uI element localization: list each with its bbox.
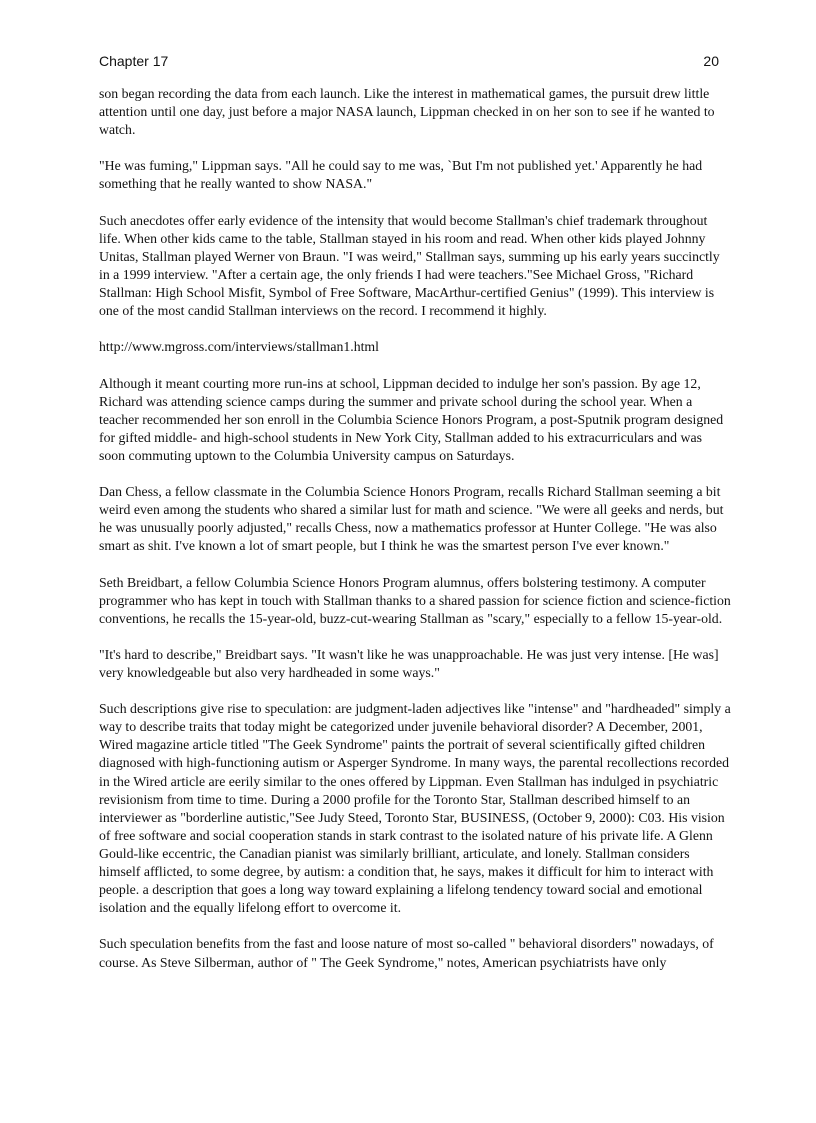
paragraph: "It's hard to describe," Breidbart says. "It wasn't like he was unapproachable. He was just very intense. [He was] very knowledgeable but also very hardheaded in some ways." <box>99 646 719 680</box>
paragraph: Such speculation benefits from the fast and loose nature of most so-called " behavioral disorders" nowadays, of course. As Steve Silberman, author of " The Geek Syndrome," notes, American psychiatrists have only <box>99 936 714 970</box>
body-text <box>99 85 731 990</box>
paragraph: "He was fuming," Lippman says. "All he could say to me was, `But I'm not published yet.' Apparently he had something that he really wanted to show NASA." <box>99 158 703 192</box>
paragraph: Such anecdotes offer early evidence of the intensity that would become Stallman's chief trademark throughout life. When other kids came to the table, Stallman stayed in his room and read. When other kids played Johnny Unitas, Stallman played Werner von Braun. "I was weird," Stallman says, summing up his early years succinctly in a 1999 interview. "After a certain age, the only friends I had were teachers."See Michael Gross, "Richard Stallman: High School Misfit, Symbol of Free Software, MacArthur-certified Genius" (1999). This interview is one of the most candid Stallman interviews on the record. I recommend it highly. <box>99 212 720 319</box>
reference-url: http://www.mgross.com/interviews/stallman1.html <box>99 339 379 355</box>
paragraph: Seth Breidbart, a fellow Columbia Science Honors Program alumnus, offers bolstering testimony. A computer programmer who has kept in touch with Stallman thanks to a shared passion for science fiction and science-fiction conventions, he recalls the 15-year-old, buzz-cut-wearing Stallman as "scary," especially to a fellow 15-year-old. <box>99 574 731 626</box>
page-number: 20 <box>703 53 719 69</box>
page-header <box>99 53 719 71</box>
paragraph: Although it meant courting more run-ins at school, Lippman decided to indulge her son's passion. By age 12, Richard was attending science camps during the summer and private school during the school year. When a teacher recommended her son enroll in the Columbia Science Honors Program, a post-Sputnik program designed for gifted middle- and high-school students in New York City, Stallman added to his extracurriculars and was soon commuting uptown to the Columbia University campus on Saturdays. <box>99 375 724 463</box>
paragraph: son began recording the data from each launch. Like the interest in mathematical games, the pursuit drew little attention until one day, just before a major NASA launch, Lippman checked in on her son to see if he wanted to watch. <box>99 86 715 138</box>
chapter-title: Chapter 17 <box>99 53 169 69</box>
paragraph: Such descriptions give rise to speculation: are judgment-laden adjectives like "intense" and "hardheaded" simply a way to describe traits that today might be categorized under juvenile behavioral disorder? A December, 2001, Wired magazine article titled "The Geek Syndrome" paints the portrait of several scientifically gifted children diagnosed with high-functioning autism or Asperger Syndrome. In many ways, the parental recollections recorded in the Wired article are eerily similar to the ones offered by Lippman. Even Stallman has indulged in psychiatric revisionism from time to time. During a 2000 profile for the Toronto Star, Stallman described himself to an interviewer as "borderline autistic,"See Judy Steed, Toronto Star, BUSINESS, (October 9, 2000): C03. His vision of free software and social cooperation stands in stark contrast to the isolated nature of his private life. A Glenn Gould-like eccentric, the Canadian pianist was similarly brilliant, articulate, and lonely. Stallman considers himself afflicted, to some degree, by autism: a condition that, he says, makes it difficult for him to interact with people. a description that goes a long way toward explaining a lifelong tendency toward social and emotional isolation and the equally lifelong effort to overcome it. <box>99 701 731 916</box>
paragraph: Dan Chess, a fellow classmate in the Columbia Science Honors Program, recalls Richard Stallman seeming a bit weird even among the students who shared a similar lust for math and science. "We were all geeks and nerds, but he was unusually poorly adjusted," recalls Chess, now a mathematics professor at Hunter College. "He was also smart as shit. I've known a lot of smart people, but I think he was the smartest person I've ever known." <box>99 484 724 554</box>
